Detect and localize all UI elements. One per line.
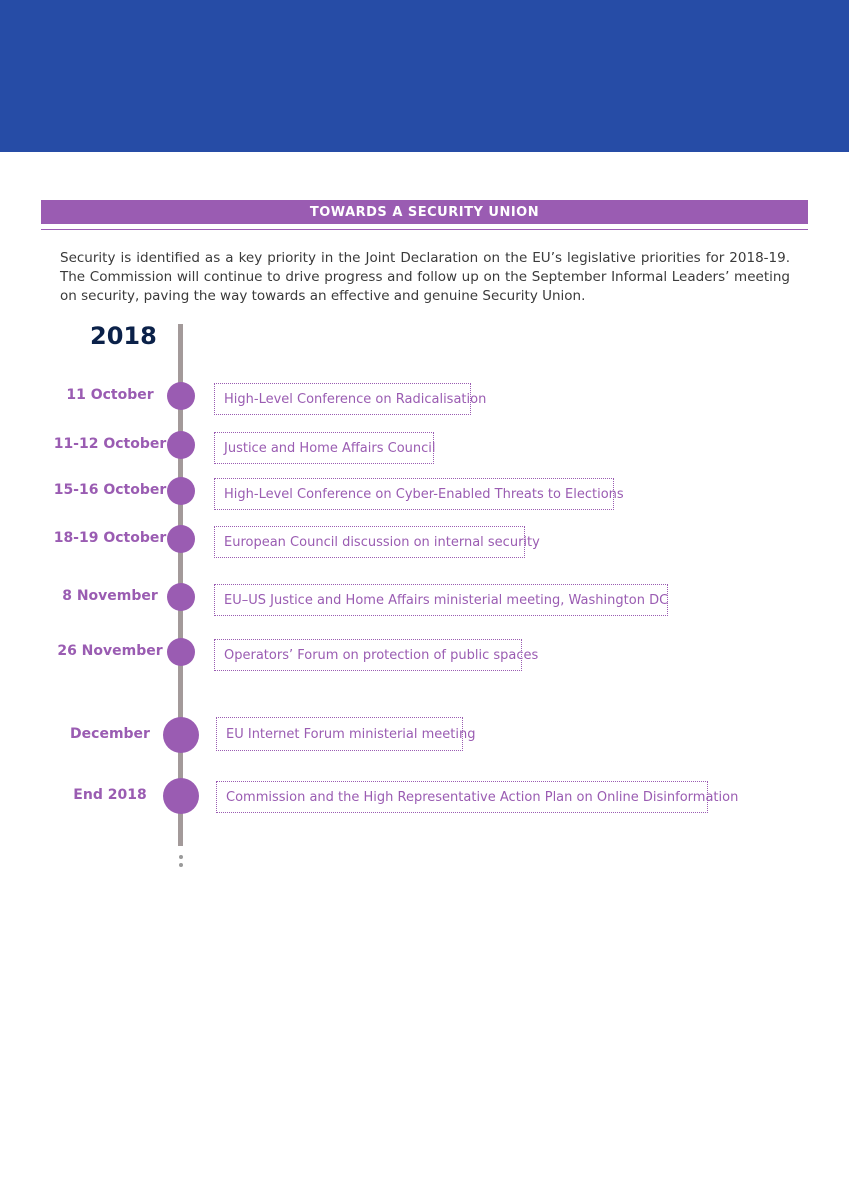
- timeline-event-text: EU–US Justice and Home Affairs ministerial meeting, Washington DC: [224, 592, 669, 608]
- timeline-event-box: [214, 383, 487, 415]
- section-title: TOWARDS A SECURITY UNION: [309, 204, 540, 220]
- timeline-node: [167, 583, 195, 611]
- timeline-event-text: Commission and the High Representative Action Plan on Online Disinformation: [226, 789, 739, 805]
- timeline-node: [167, 431, 195, 459]
- timeline-date: 8 November: [62, 588, 158, 604]
- timeline-event-text: EU Internet Forum ministerial meeting: [226, 726, 476, 742]
- timeline-event-text: European Council discussion on internal security: [224, 534, 540, 550]
- timeline-event-text: Justice and Home Affairs Council: [224, 440, 436, 456]
- continuation-dot: [179, 855, 183, 859]
- timeline-event-box: [216, 717, 476, 751]
- timeline-node: [163, 717, 199, 753]
- timeline-event-text: High-Level Conference on Cyber-Enabled Threats to Elections: [224, 486, 624, 502]
- timeline-date: December: [70, 726, 150, 742]
- intro-paragraph: Security is identified as a key priority in the Joint Declaration on the EU’s legislative priorities for 2018-19. The Commission will continue to drive progress and follow up on the September Informal Leaders’ meeting on security, paving the way towards an effective and genuine Security Union.: [60, 250, 790, 304]
- timeline-node: [163, 778, 199, 814]
- timeline-node: [167, 525, 195, 553]
- timeline-date: End 2018: [73, 787, 147, 803]
- timeline-event-box: [214, 584, 668, 616]
- top-banner: [0, 0, 849, 152]
- timeline-date: 11-12 October: [53, 436, 167, 452]
- timeline-event-box: [216, 781, 739, 813]
- timeline-event-box: [214, 432, 434, 464]
- timeline-date: 26 November: [57, 643, 163, 659]
- timeline-year: 2018: [90, 322, 157, 350]
- timeline-node: [167, 638, 195, 666]
- timeline-event-text: Operators’ Forum on protection of public spaces: [224, 647, 539, 663]
- section-divider: [41, 229, 808, 230]
- timeline-date: 18-19 October: [53, 530, 167, 546]
- continuation-dot: [179, 863, 183, 867]
- timeline-date: 11 October: [66, 387, 154, 403]
- timeline-event-box: [214, 526, 540, 558]
- timeline-node: [167, 382, 195, 410]
- timeline-event-box: [214, 639, 539, 671]
- timeline-node: [167, 477, 195, 505]
- timeline-event-text: High-Level Conference on Radicalisation: [224, 391, 487, 407]
- timeline-date: 15-16 October: [53, 482, 167, 498]
- section-header-bar: [41, 200, 808, 224]
- timeline-continuation-dots: [178, 855, 183, 875]
- timeline-event-box: [214, 478, 624, 510]
